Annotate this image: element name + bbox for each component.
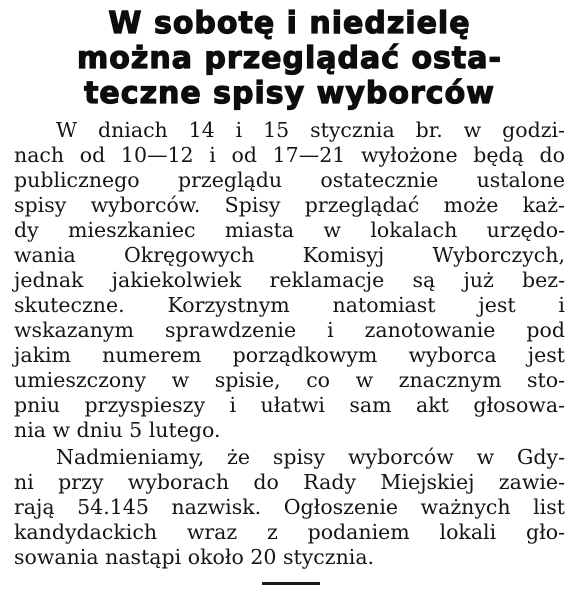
text-line: pniu przyspieszy i ułatwi sam akt głosowa- [14, 393, 565, 417]
text-line: dy mieszkaniec miasta w lokalach urzędo- [14, 218, 565, 242]
text-line: publicznego przeglądu ostatecznie ustalone [14, 168, 565, 192]
text-line: wskazanym sprawdzenie i zanotowanie pod [14, 318, 565, 342]
text-line: rają 54.145 nazwisk. Ogłoszenie ważnych list [14, 495, 565, 519]
text-line: skuteczne. Korzystnym natomiast jest i [14, 293, 565, 317]
text-line: nach od 10—12 i od 17—21 wyłożone będą do [14, 143, 565, 167]
text-line: jakim numerem porządkowym wyborca jest [14, 343, 565, 367]
text-line: spisy wyborców. Spisy przeglądać może każ- [14, 193, 565, 217]
text-line: wania Okręgowych Komisyj Wyborczych, [14, 243, 565, 267]
article-headline [14, 6, 565, 111]
headline-line: można przeglądać osta- [77, 41, 502, 76]
text-line: kandydackich wraz z podaniem lokali gło- [14, 520, 565, 544]
headline-line: teczne spisy wyborców [84, 76, 495, 111]
text-line: nia w dniu 5 lutego. [14, 418, 221, 442]
closing-rule [262, 582, 320, 585]
text-line: umieszczony w spisie, co w znacznym sto- [14, 368, 565, 392]
paragraph-1 [14, 118, 565, 443]
article-body [14, 118, 565, 570]
headline-line: W sobotę i niedzielę [108, 6, 471, 41]
text-line: Nadmieniamy, że spisy wyborców w Gdy- [56, 445, 565, 469]
text-line: jednak jakiekolwiek reklamacje są już bez- [14, 268, 565, 292]
text-line: ni przy wyborach do Rady Miejskiej zawie- [14, 470, 565, 494]
text-line: sowania nastąpi około 20 stycznia. [14, 545, 375, 569]
paragraph-2 [14, 445, 565, 570]
text-line: W dniach 14 i 15 stycznia br. w godzi- [56, 118, 565, 142]
